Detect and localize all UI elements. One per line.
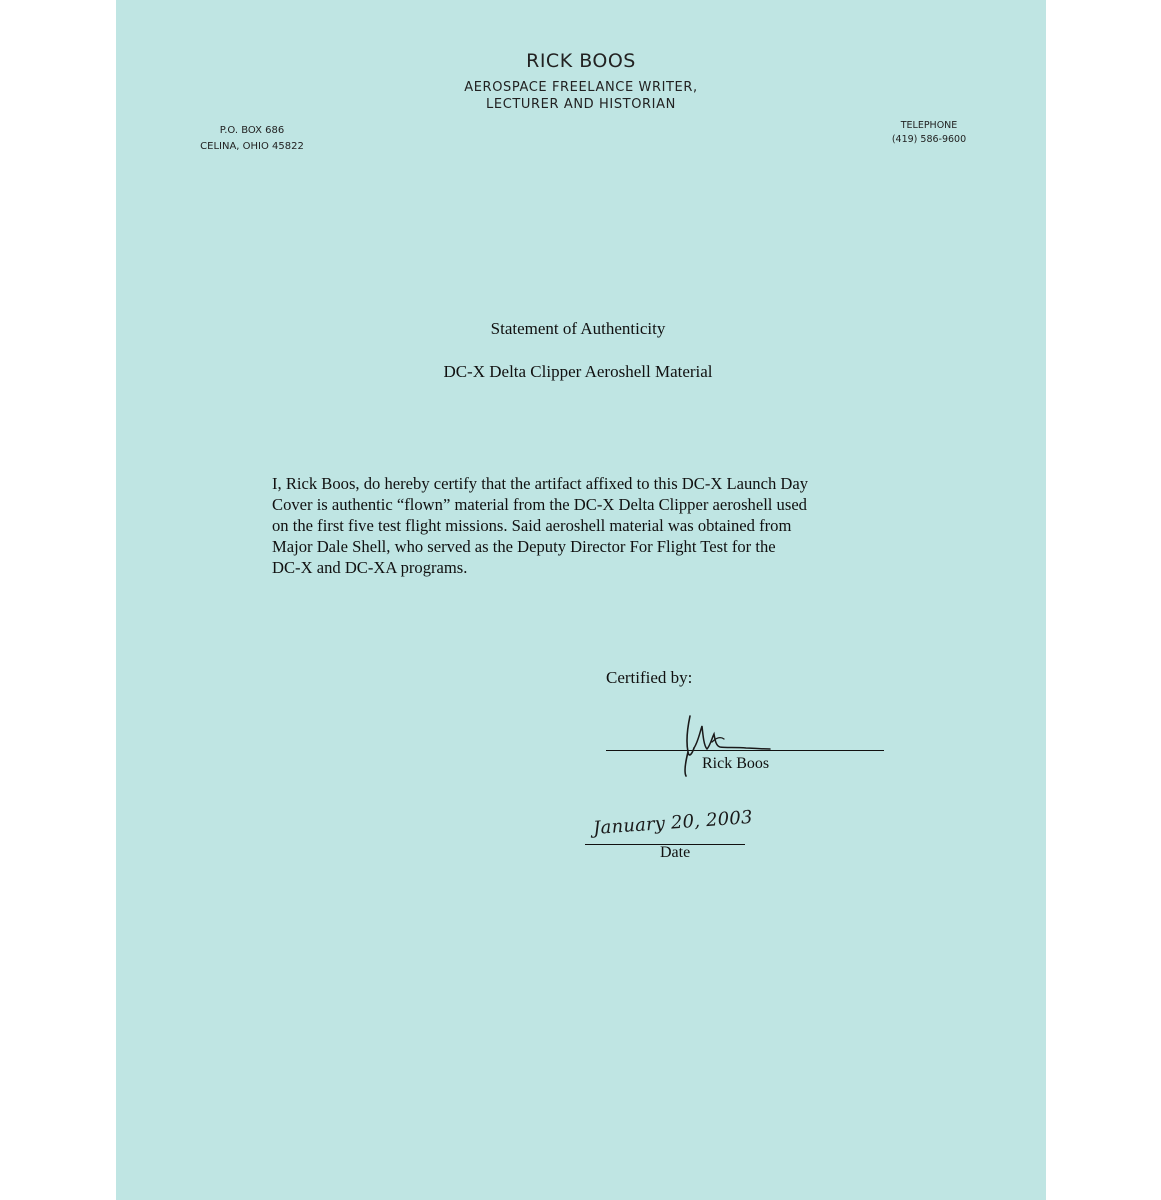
address-line1: P.O. BOX 686 <box>219 125 285 136</box>
statement-line: I, Rick Boos, do hereby certify that the artifact affixed to this DC-X Launch Day <box>272 474 809 493</box>
telephone-number: (419) 586-9600 <box>891 134 967 145</box>
statement-line: Major Dale Shell, who served as the Deputy Director For Flight Test for the <box>272 537 776 556</box>
letterhead-title-line1: AEROSPACE FREELANCE WRITER, <box>464 80 698 95</box>
statement-line: Cover is authentic “flown” material from the DC-X Delta Clipper aeroshell used <box>272 495 807 514</box>
document-subheading: DC-X Delta Clipper Aeroshell Material <box>443 362 713 381</box>
telephone-block <box>864 119 994 147</box>
signer-name: Rick Boos <box>702 755 770 772</box>
statement-line: DC-X and DC-XA programs. <box>272 558 468 577</box>
letter-page <box>116 0 1046 1200</box>
date-label: Date <box>660 844 691 861</box>
mailing-address <box>182 123 322 155</box>
statement-line: on the first five test flight missions. Said aeroshell material was obtained from <box>272 516 792 535</box>
telephone-label: TELEPHONE <box>900 120 958 131</box>
certified-by-label: Certified by: <box>606 668 693 687</box>
certification-statement <box>272 473 892 578</box>
letterhead-name: RICK BOOS <box>526 50 636 72</box>
handwritten-date: January 20, 2003 <box>592 806 754 839</box>
document-heading: Statement of Authenticity <box>490 319 666 338</box>
address-line2: CELINA, OHIO 45822 <box>200 141 304 152</box>
letterhead-title-line2: LECTURER AND HISTORIAN <box>486 97 676 112</box>
